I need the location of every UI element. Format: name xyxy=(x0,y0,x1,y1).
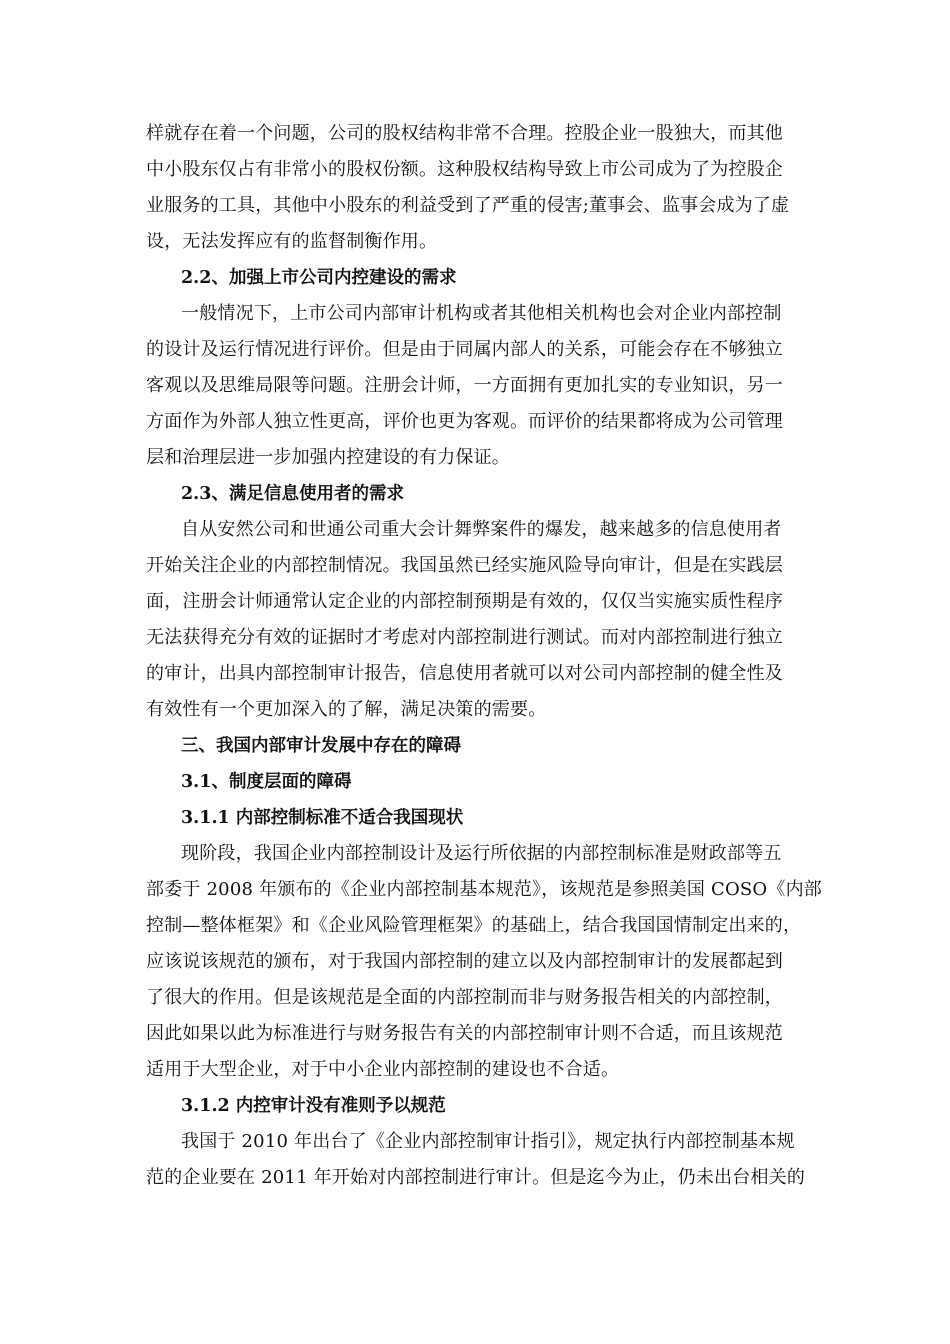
text-line: 的审计，出具内部控制审计报告，信息使用者就可以对公司内部控制的健全性及 xyxy=(146,663,783,684)
section-heading-2-2: 2.2、加强上市公司内控建设的需求 xyxy=(181,268,457,288)
text-line: 适用于大型企业，对于中小企业内部控制的建设也不合适。 xyxy=(146,1059,620,1080)
text-line: 一般情况下，上市公司内部审计机构或者其他相关机构也会对企业内部控制 xyxy=(181,303,782,324)
text-line: 应该说该规范的颁布，对于我国内部控制的建立以及内部控制审计的发展都起到 xyxy=(146,951,783,972)
section-heading-3-1-2: 3.1.2 内控审计没有准则予以规范 xyxy=(181,1096,446,1116)
text-line: 设，无法发挥应有的监督制衡作用。 xyxy=(146,231,438,252)
text-line: 现阶段，我国企业内部控制设计及运行所依据的内部控制标准是财政部等五 xyxy=(181,843,782,864)
section-heading-3-1-1: 3.1.1 内部控制标准不适合我国现状 xyxy=(181,808,464,828)
paragraph-ownership-structure xyxy=(146,116,816,260)
text-line: 因此如果以此为标准进行与财务报告有关的内部控制审计则不合适，而且该规范 xyxy=(146,1023,783,1044)
text-line: 方面作为外部人独立性更高，评价也更为客观。而评价的结果都将成为公司管理 xyxy=(146,411,783,432)
text-line: 中小股东仅占有非常小的股权份额。这种股权结构导致上市公司成为了为控股企 xyxy=(146,159,783,180)
text-line: 范的企业要在 2011 年开始对内部控制进行审计。但是迄今为止，仍未出台相关的 xyxy=(146,1167,806,1188)
text-line: 有效性有一个更加深入的了解，满足决策的需要。 xyxy=(146,699,547,720)
text-line: 我国于 2010 年出台了《企业内部控制审计指引》，规定执行内部控制基本规 xyxy=(181,1131,795,1152)
paragraph-information-users xyxy=(146,512,816,728)
text-line: 部委于 2008 年颁布的《企业内部控制基本规范》，该规范是参照美国 COSO《内部 xyxy=(146,879,822,900)
section-heading-3-1: 3.1、制度层面的障碍 xyxy=(181,772,352,792)
text-line: 无法获得充分有效的证据时才考虑对内部控制进行测试。而对内部控制进行独立 xyxy=(146,627,783,648)
text-line: 层和治理层进一步加强内控建设的有力保证。 xyxy=(146,447,510,468)
text-line: 客观以及思维局限等问题。注册会计师，一方面拥有更加扎实的专业知识，另一 xyxy=(146,375,783,396)
text-line: 了很大的作用。但是该规范是全面的内部控制而非与财务报告相关的内部控制， xyxy=(146,987,783,1008)
text-line: 自从安然公司和世通公司重大会计舞弊案件的爆发，越来越多的信息使用者 xyxy=(181,519,782,540)
paragraph-audit-guidelines xyxy=(146,1124,816,1196)
paragraph-control-standards xyxy=(146,836,822,1088)
section-heading-2-3: 2.3、满足信息使用者的需求 xyxy=(181,484,404,504)
section-heading-3: 三、我国内部审计发展中存在的障碍 xyxy=(181,736,461,756)
text-line: 面，注册会计师通常认定企业的内部控制预期是有效的，仅仅当实施实质性程序 xyxy=(146,591,783,612)
text-line: 业服务的工具，其他中小股东的利益受到了严重的侵害;董事会、监事会成为了虚 xyxy=(146,195,790,216)
paragraph-internal-control-need xyxy=(146,296,816,476)
text-line: 开始关注企业的内部控制情况。我国虽然已经实施风险导向审计，但是在实践层 xyxy=(146,555,783,576)
text-line: 样就存在着一个问题，公司的股权结构非常不合理。控股企业一股独大，而其他 xyxy=(146,123,783,144)
text-line: 的设计及运行情况进行评价。但是由于同属内部人的关系，可能会存在不够独立 xyxy=(146,339,783,360)
document-body xyxy=(146,116,822,1196)
text-line: 控制—整体框架》和《企业风险管理框架》的基础上，结合我国国情制定出来的， xyxy=(146,915,802,936)
